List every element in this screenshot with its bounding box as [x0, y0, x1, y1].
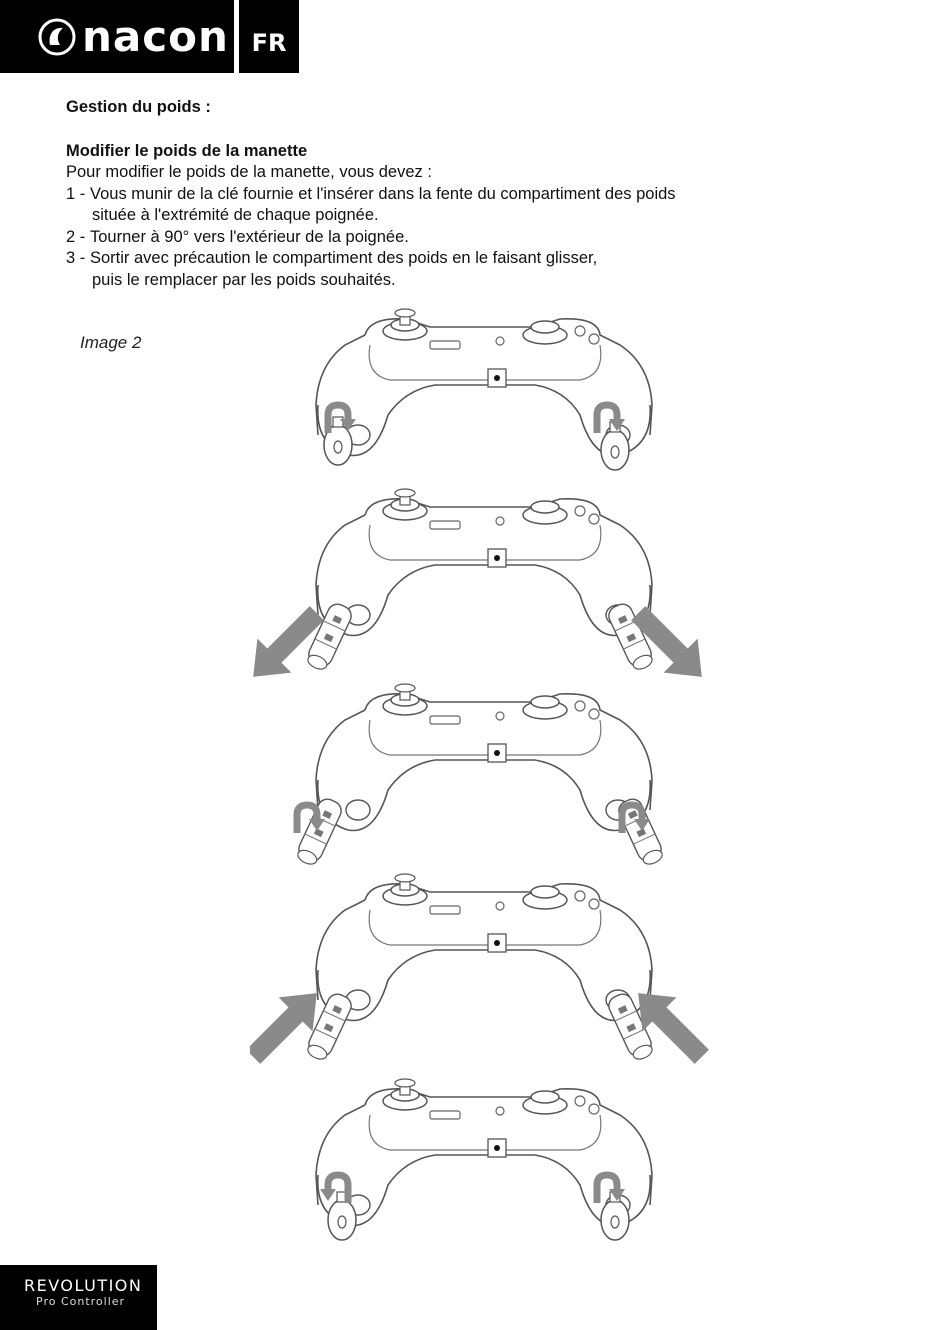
subsection-title: Modifier le poids de la manette: [66, 141, 308, 160]
step-number: 3 -: [66, 249, 90, 267]
panel-insert-weights: [250, 874, 710, 1074]
footer-brand-block: [0, 1265, 157, 1330]
footer-subtitle: Pro Controller: [36, 1295, 126, 1308]
brand-name: nacon: [82, 11, 229, 61]
step-text: Sortir avec précaution le compartiment des poids en le faisant glisser,: [90, 249, 598, 267]
panel-lock-key: [316, 1079, 652, 1240]
panel-insert-key: [316, 309, 652, 470]
step-text: Vous munir de la clé fournie et l'insérer dans la fente du compartiment des poids: [90, 184, 676, 203]
brand-logo: [0, 0, 234, 73]
image-caption: Image 2: [80, 333, 142, 352]
step-number: 2 -: [66, 227, 90, 246]
step-text-continued: située à l'extrémité de chaque poignée.: [92, 206, 379, 224]
step-text: Tourner à 90° vers l'extérieur de la poignée.: [90, 227, 409, 246]
nacon-logo-icon: [38, 18, 76, 56]
step-item: [66, 227, 886, 249]
instructions: [66, 97, 886, 291]
footer-brand: REVOLUTION: [24, 1276, 143, 1295]
step-text-continued: puis le remplacer par les poids souhaités.: [92, 270, 396, 289]
step-item: [66, 248, 886, 291]
language-tab: FR: [239, 0, 299, 73]
step-item: [66, 184, 886, 227]
section-title: Gestion du poids :: [66, 98, 211, 116]
panel-remove-weights: [250, 489, 710, 694]
panel-swap-weights: [294, 684, 666, 868]
weight-adjustment-illustration: [250, 305, 710, 1250]
intro-text: Pour modifier le poids de la manette, vous devez :: [66, 163, 432, 181]
step-number: 1 -: [66, 184, 90, 203]
